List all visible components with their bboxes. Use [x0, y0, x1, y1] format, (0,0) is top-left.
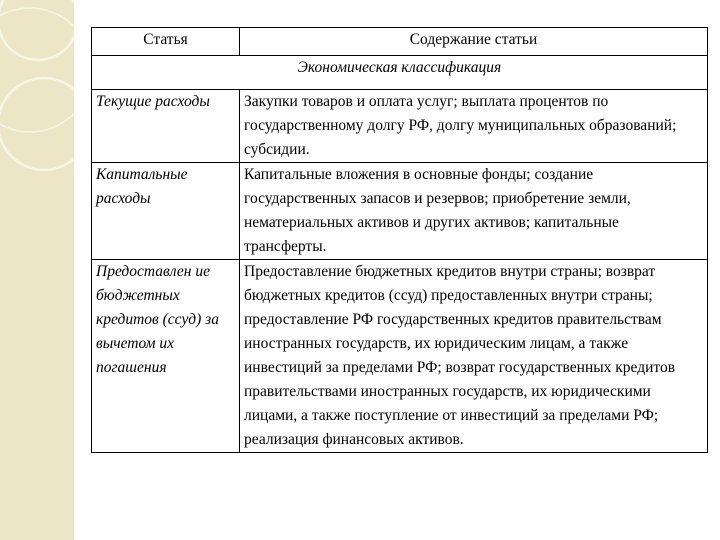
decorative-circles-ornament	[0, 0, 74, 540]
table-header-row	[92, 28, 708, 56]
column-header-content: Содержание статьи	[240, 28, 708, 56]
table-row	[92, 90, 708, 163]
column-header-article: Статья	[92, 28, 240, 56]
table-row	[92, 163, 708, 260]
table-row	[92, 260, 708, 453]
decorative-side-stripe	[0, 0, 74, 540]
article-content: Закупки товаров и оплата услуг; выплата процентов по государственному долгу РФ, долгу муниципальных образований; субсидии.	[240, 90, 708, 163]
article-name: Текущие расходы	[92, 90, 240, 163]
budget-classification-table	[91, 27, 708, 453]
article-name: Предоставлен ие бюджетных кредитов (ссуд) за вычетом их погашения	[92, 260, 240, 453]
article-content: Предоставление бюджетных кредитов внутри страны; возврат бюджетных кредитов (ссуд) предоставленных внутри страны; предоставление РФ государственных кредитов правительствам иностранных государств, их юридическим лицам, а также инвестиций за пределами РФ; возврат государственных кредитов правительствами иностранных государств, их юридическими лицами, а также поступление от инвестиций за пределами РФ; реализация финансовых активов.	[240, 260, 708, 453]
article-name: Капитальные расходы	[92, 163, 240, 260]
section-row	[92, 56, 708, 90]
article-content: Капитальные вложения в основные фонды; создание государственных запасов и резервов; приобретение земли, нематериальных активов и других активов; капитальные трансферты.	[240, 163, 708, 260]
section-title: Экономическая классификация	[92, 56, 708, 90]
